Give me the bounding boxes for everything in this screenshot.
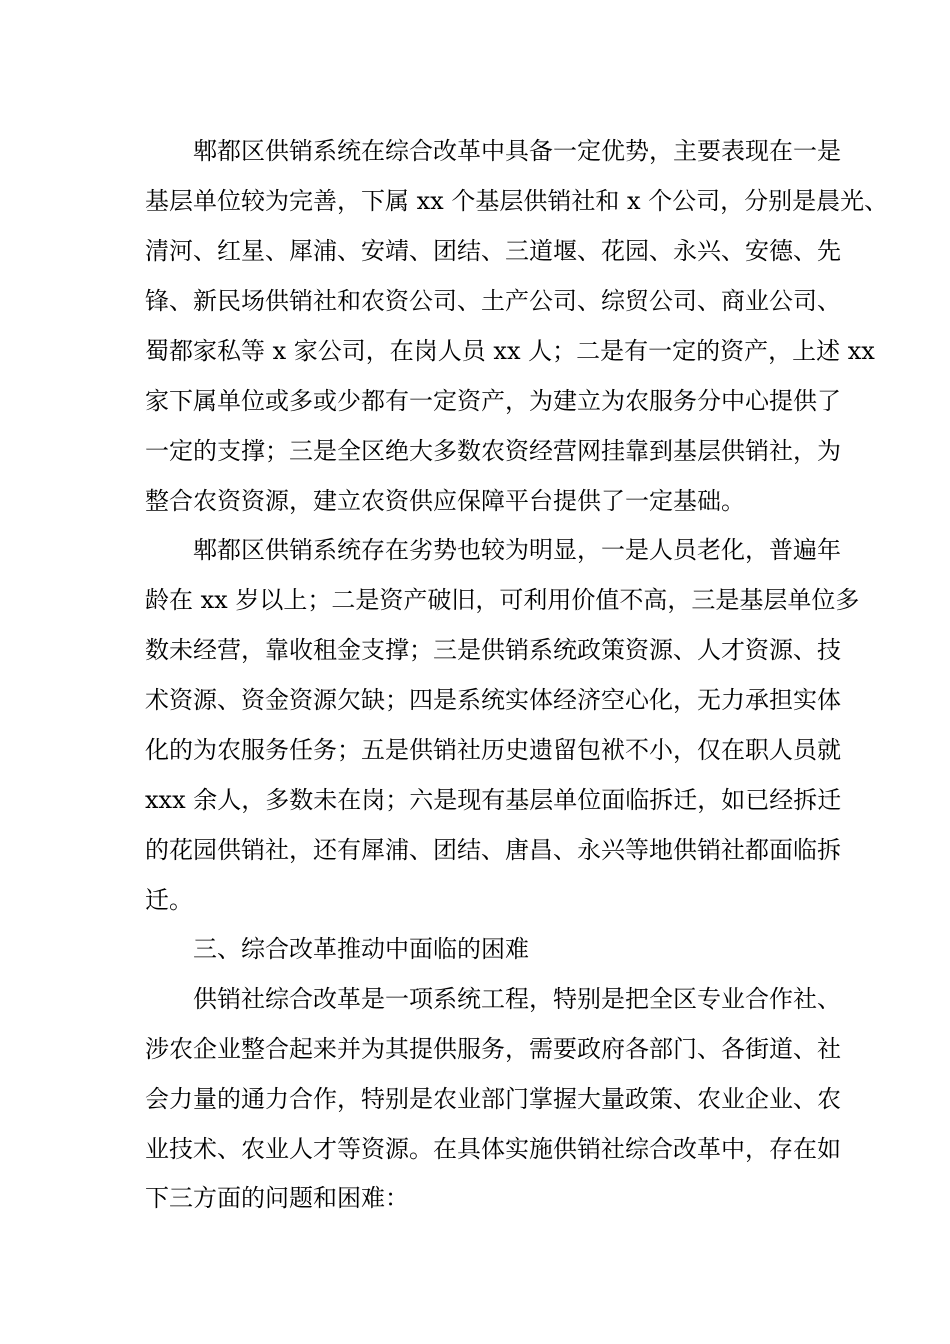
paragraph-3-line-4: 业技术、农业人才等资源。在具体实施供销社综合改革中，存在如 xyxy=(145,1135,841,1163)
paragraph-1-line-2: 基层单位较为完善，下属 xx 个基层供销社和 x 个公司，分别是晨光、 xyxy=(145,187,889,215)
paragraph-3-line-1: 供销社综合改革是一项系统工程，特别是把全区专业合作社、 xyxy=(193,985,841,1013)
paragraph-3-line-3: 会力量的通力合作，特别是农业部门掌握大量政策、农业企业、农 xyxy=(145,1085,841,1113)
paragraph-2-line-3: 数未经营，靠收租金支撑；三是供销系统政策资源、人才资源、技 xyxy=(145,636,841,664)
paragraph-2-line-5: 化的为农服务任务；五是供销社历史遗留包袱不小，仅在职人员就 xyxy=(145,736,841,764)
paragraph-2-line-6: xxx 余人，多数未在岗；六是现有基层单位面临拆迁，如已经拆迁 xyxy=(145,786,842,814)
paragraph-1-line-3: 清河、红星、犀浦、安靖、团结、三道堰、花园、永兴、安德、先 xyxy=(145,237,841,265)
paragraph-2-line-1: 郫都区供销系统存在劣势也较为明显，一是人员老化，普遍年 xyxy=(193,536,841,564)
paragraph-1-line-8: 整合农资资源，建立农资供应保障平台提供了一定基础。 xyxy=(145,487,745,515)
paragraph-2-line-7: 的花园供销社，还有犀浦、团结、唐昌、永兴等地供销社都面临拆 xyxy=(145,836,841,864)
paragraph-3-line-5: 下三方面的问题和困难： xyxy=(145,1184,409,1212)
paragraph-2-line-2: 龄在 xx 岁以上；二是资产破旧，可利用价值不高，三是基层单位多 xyxy=(145,586,860,614)
section-heading: 三、综合改革推动中面临的困难 xyxy=(193,935,529,963)
paragraph-2-line-8: 迁。 xyxy=(145,886,193,914)
paragraph-1-line-6: 家下属单位或多或少都有一定资产，为建立为农服务分中心提供了 xyxy=(145,387,841,415)
paragraph-1-line-7: 一定的支撑；三是全区绝大多数农资经营网挂靠到基层供销社，为 xyxy=(145,437,841,465)
paragraph-2-line-4: 术资源、资金资源欠缺；四是系统实体经济空心化，无力承担实体 xyxy=(145,686,841,714)
paragraph-1-line-4: 锋、新民场供销社和农资公司、土产公司、综贸公司、商业公司、 xyxy=(145,287,841,315)
paragraph-1-line-1: 郫都区供销系统在综合改革中具备一定优势，主要表现在一是 xyxy=(193,137,841,165)
paragraph-3-line-2: 涉农企业整合起来并为其提供服务，需要政府各部门、各街道、社 xyxy=(145,1035,841,1063)
paragraph-1-line-5: 蜀都家私等 x 家公司，在岗人员 xx 人；二是有一定的资产，上述 xx xyxy=(145,337,875,365)
